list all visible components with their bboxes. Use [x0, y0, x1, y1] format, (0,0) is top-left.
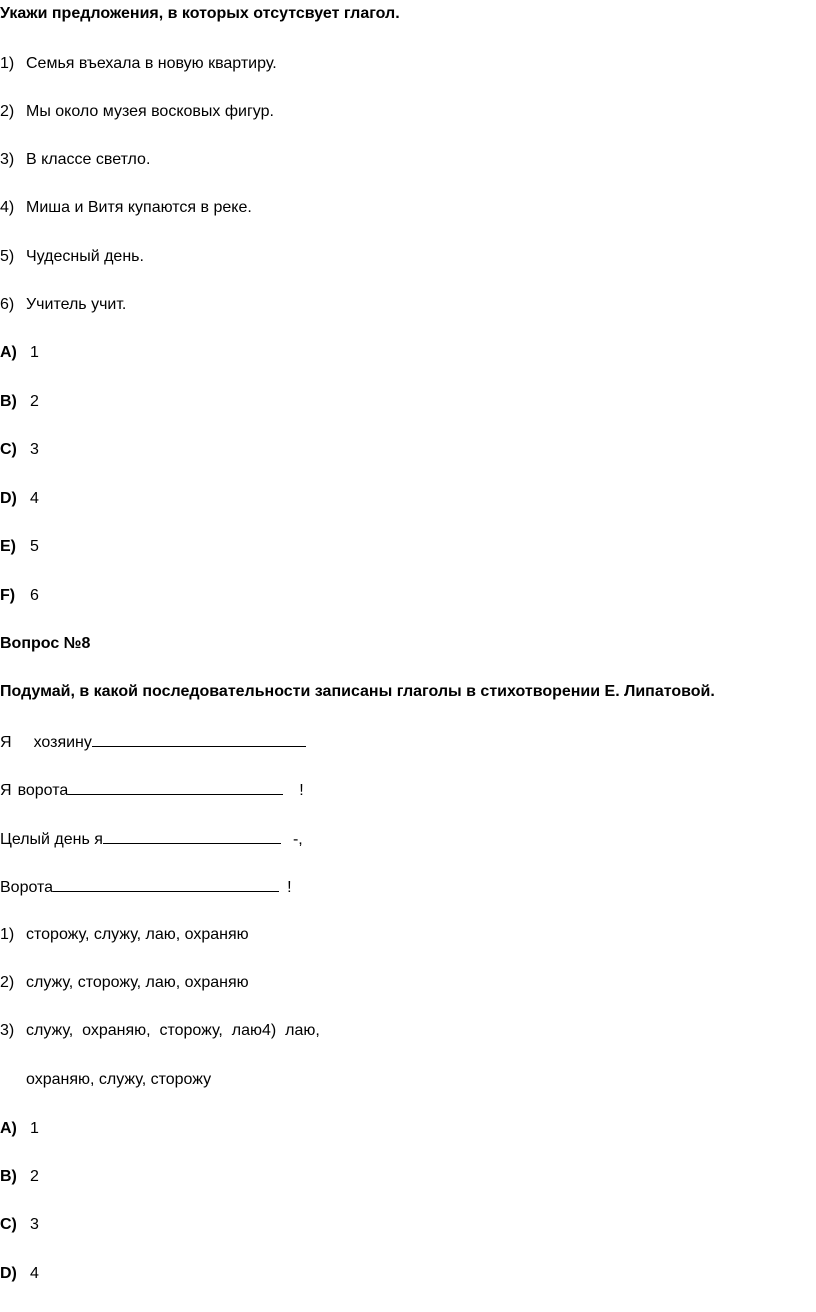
- answer-option-f[interactable]: F) 6: [0, 587, 39, 604]
- list-item-continuation: охраняю, служу, сторожу: [26, 1071, 212, 1088]
- answer-option-d[interactable]: D) 4: [0, 1265, 39, 1282]
- answer-option-c[interactable]: C) 3: [0, 441, 39, 458]
- answer-blank[interactable]: [53, 876, 279, 892]
- question-7-prompt: Укажи предложения, в которых отсутсвует глагол.: [0, 5, 400, 22]
- answer-option-c[interactable]: C) 3: [0, 1216, 39, 1233]
- answer-blank[interactable]: [68, 779, 283, 795]
- answer-option-e[interactable]: E) 5: [0, 538, 39, 555]
- list-item: 3) служу, охраняю, сторожу, лаю4) лаю,: [0, 1022, 320, 1039]
- list-item-text: Учитель учит.: [26, 296, 127, 313]
- poem-line: Я хозяину: [0, 731, 306, 753]
- poem-line: Ворота !: [0, 876, 292, 898]
- list-item-text: Миша и Витя купаются в реке.: [26, 199, 252, 216]
- list-item-text: служу, сторожу, лаю, охраняю: [26, 974, 249, 991]
- list-item: 4) Миша и Витя купаются в реке.: [0, 199, 252, 216]
- answer-option-b[interactable]: B) 2: [0, 393, 39, 410]
- list-item-text: служу, охраняю, сторожу, лаю4) лаю,: [26, 1022, 320, 1039]
- list-item: 1) сторожу, служу, лаю, охраняю: [0, 926, 249, 943]
- question-8-heading: Вопрос №8: [0, 635, 91, 652]
- list-item-text: В классе светло.: [26, 151, 151, 168]
- list-item: 2) Мы около музея восковых фигур.: [0, 103, 274, 120]
- list-item: 1) Семья въехала в новую квартиру.: [0, 55, 277, 72]
- list-item-text: Мы около музея восковых фигур.: [26, 103, 274, 120]
- poem-line: Целый день я -,: [0, 828, 303, 850]
- list-item-text: Чудесный день.: [26, 248, 144, 265]
- list-item-text: Семья въехала в новую квартиру.: [26, 55, 277, 72]
- list-item-text: сторожу, служу, лаю, охраняю: [26, 926, 249, 943]
- poem-line: Я ворота !: [0, 779, 304, 801]
- list-item: 5) Чудесный день.: [0, 248, 144, 265]
- list-item: 3) В классе светло.: [0, 151, 151, 168]
- answer-option-d[interactable]: D) 4: [0, 490, 39, 507]
- list-item: 6) Учитель учит.: [0, 296, 127, 313]
- answer-blank[interactable]: [103, 828, 281, 844]
- list-item: 2) служу, сторожу, лаю, охраняю: [0, 974, 249, 991]
- question-8-prompt: Подумай, в какой последовательности записаны глаголы в стихотворении Е. Липатовой.: [0, 683, 715, 700]
- answer-option-a[interactable]: A) 1: [0, 1120, 39, 1137]
- answer-option-b[interactable]: B) 2: [0, 1168, 39, 1185]
- answer-blank[interactable]: [92, 731, 306, 747]
- answer-option-a[interactable]: A) 1: [0, 344, 39, 361]
